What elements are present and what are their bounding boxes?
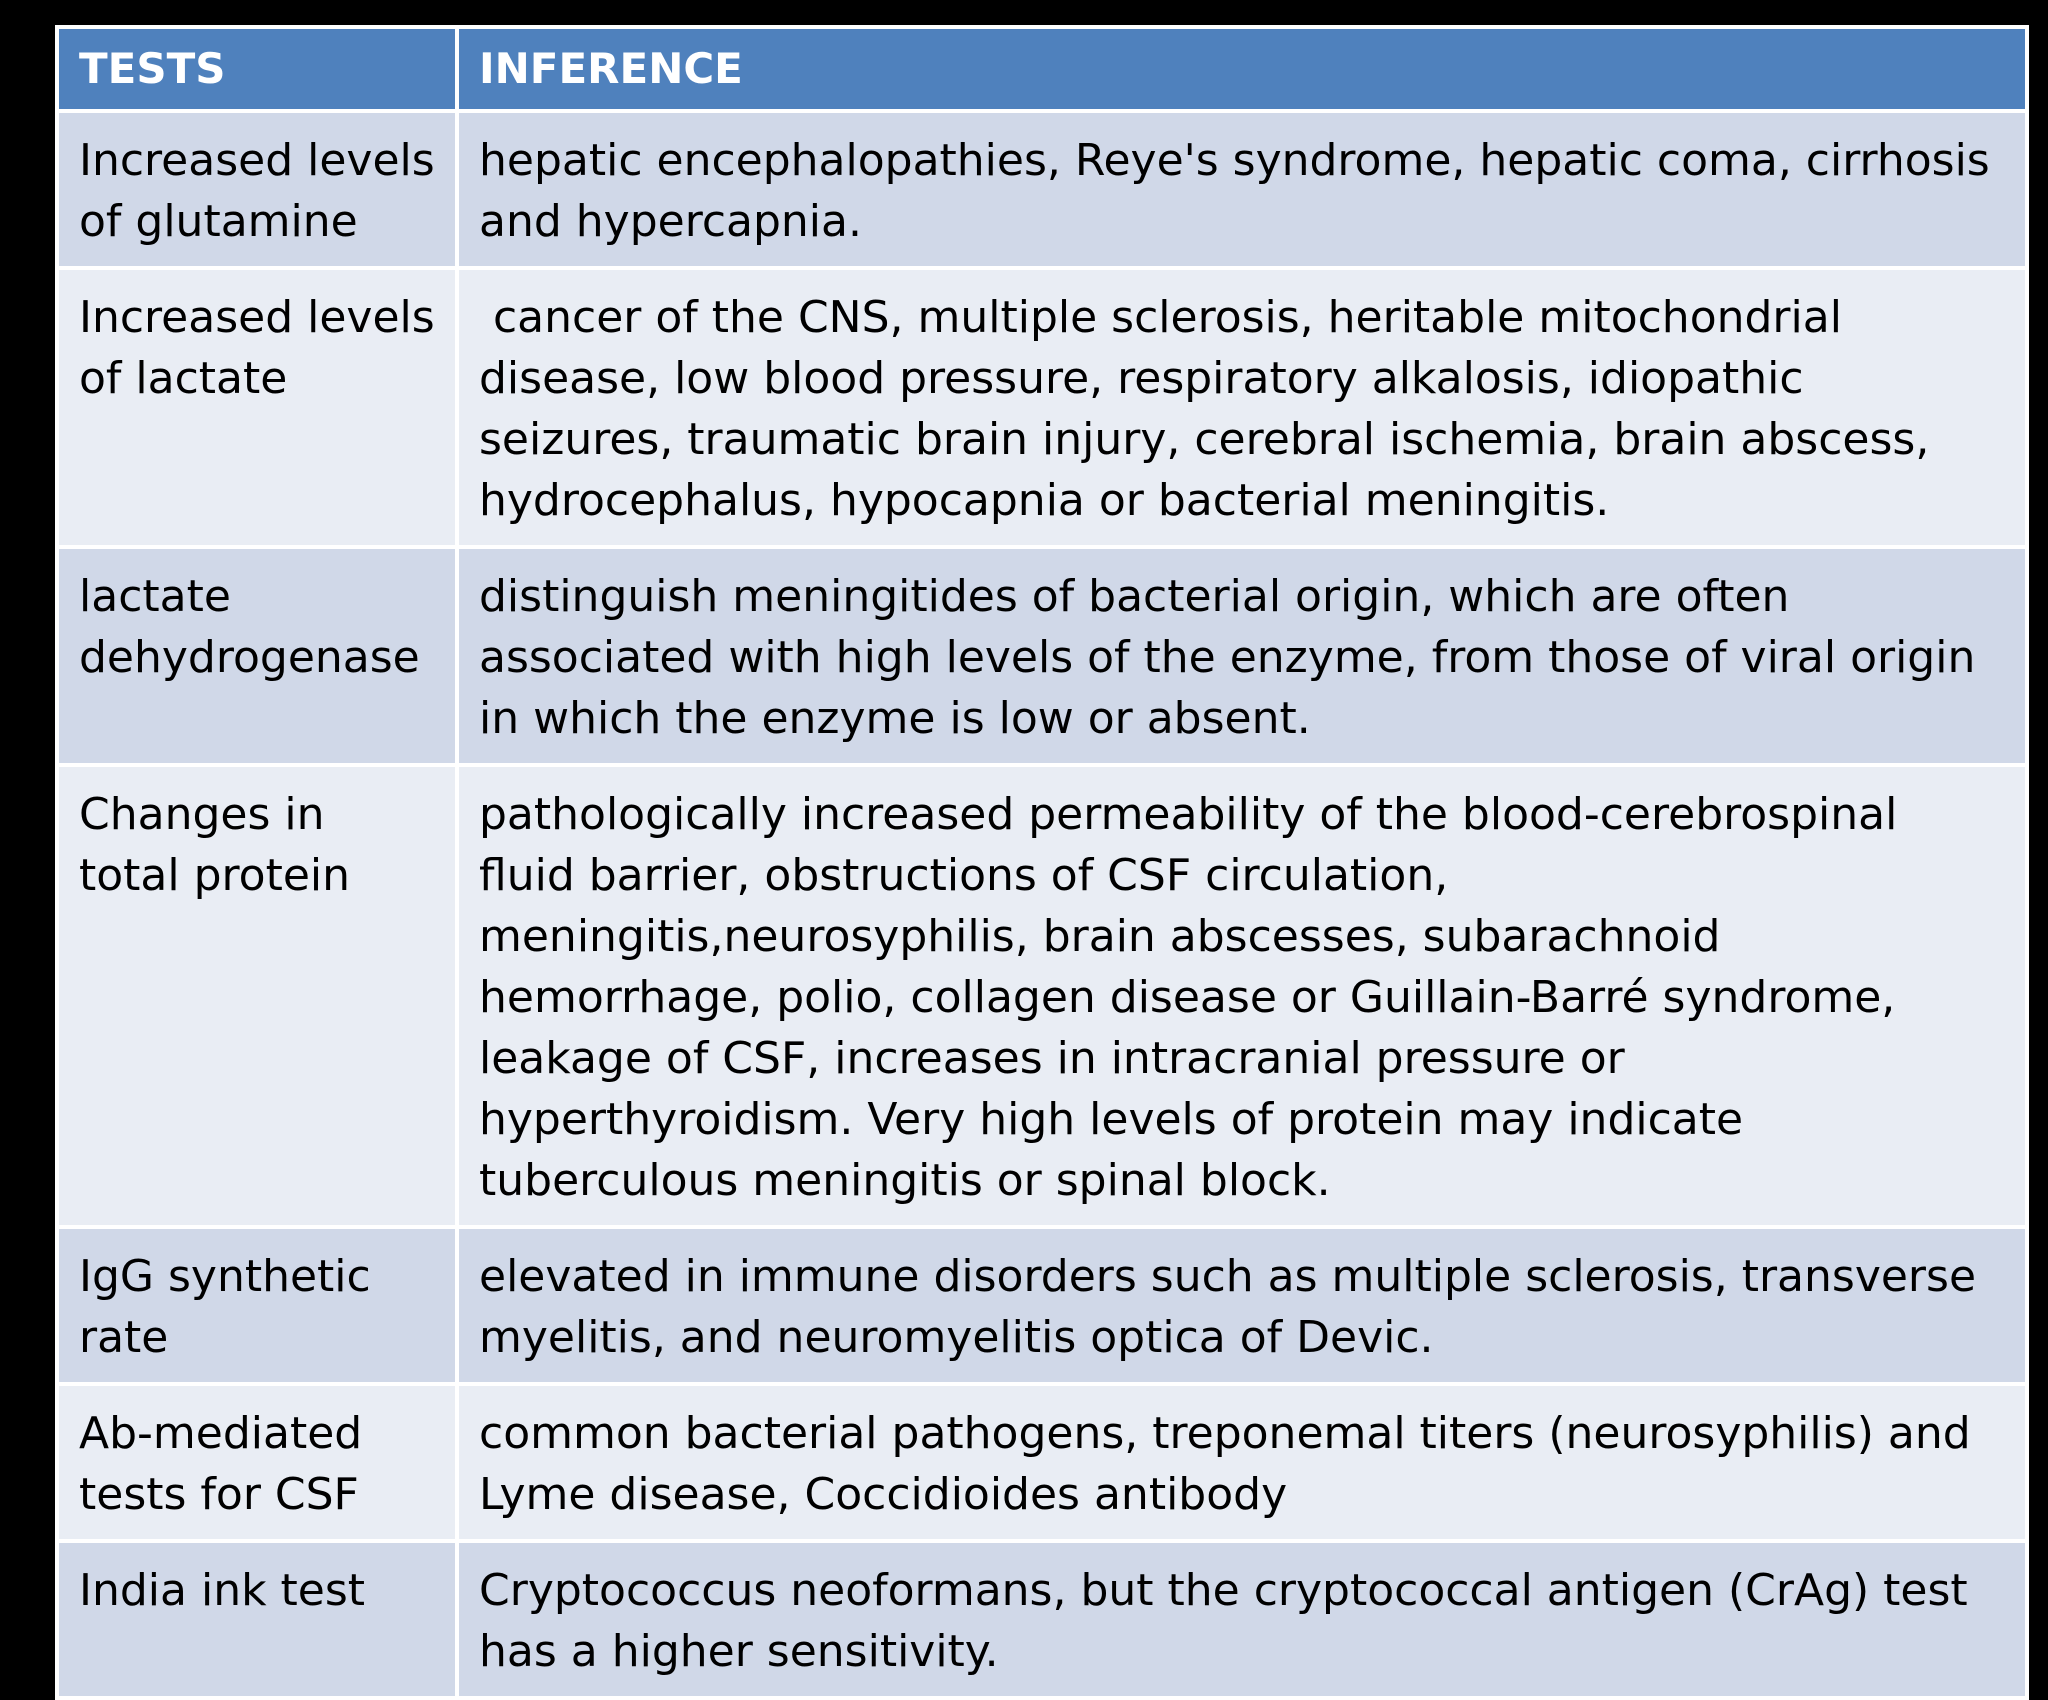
inference-cell: Cryptococcus neoformans, but the cryptococcal antigen (CrAg) test has a higher sensitivity. <box>457 1541 2027 1698</box>
csf-tests-table-container <box>55 25 2025 1677</box>
csf-tests-table <box>55 25 2029 1700</box>
table-row <box>57 765 2027 1227</box>
table-header <box>57 27 2027 111</box>
test-cell: Changes in total protein <box>57 765 457 1227</box>
header-row <box>57 27 2027 111</box>
inference-cell: elevated in immune disorders such as multiple sclerosis, transverse myelitis, and neuromyelitis optica of Devic. <box>457 1227 2027 1384</box>
table-row <box>57 111 2027 268</box>
table-row <box>57 268 2027 547</box>
test-cell: Ab-mediated tests for CSF <box>57 1384 457 1541</box>
test-cell: IgG synthetic rate <box>57 1227 457 1384</box>
table-row <box>57 1541 2027 1698</box>
inference-cell: distinguish meningitides of bacterial origin, which are often associated with high levels of the enzyme, from those of viral origin in which the enzyme is low or absent. <box>457 547 2027 765</box>
table-body <box>57 111 2027 1698</box>
table-row <box>57 547 2027 765</box>
inference-cell: pathologically increased permeability of the blood-cerebrospinal fluid barrier, obstructions of CSF circulation, meningitis,neurosyphilis, brain abscesses, subarachnoid hemorrhage, polio, collagen disease or Guillain-Barré syndrome, leakage of CSF, increases in intracranial pressure or hyperthyroidism. Very high levels of protein may indicate tuberculous meningitis or spinal block. <box>457 765 2027 1227</box>
header-tests: TESTS <box>57 27 457 111</box>
inference-cell: cancer of the CNS, multiple sclerosis, heritable mitochondrial disease, low blood pressure, respiratory alkalosis, idiopathic seizures, traumatic brain injury, cerebral ischemia, brain abscess, hydrocephalus, hypocapnia or bacterial meningitis. <box>457 268 2027 547</box>
inference-cell: hepatic encephalopathies, Reye's syndrome, hepatic coma, cirrhosis and hypercapnia. <box>457 111 2027 268</box>
header-inference: INFERENCE <box>457 27 2027 111</box>
test-cell: India ink test <box>57 1541 457 1698</box>
table-row <box>57 1227 2027 1384</box>
test-cell: Increased levels of glutamine <box>57 111 457 268</box>
test-cell: lactate dehydrogenase <box>57 547 457 765</box>
test-cell: Increased levels of lactate <box>57 268 457 547</box>
table-row <box>57 1384 2027 1541</box>
inference-cell: common bacterial pathogens, treponemal titers (neurosyphilis) and Lyme disease, Coccidioides antibody <box>457 1384 2027 1541</box>
